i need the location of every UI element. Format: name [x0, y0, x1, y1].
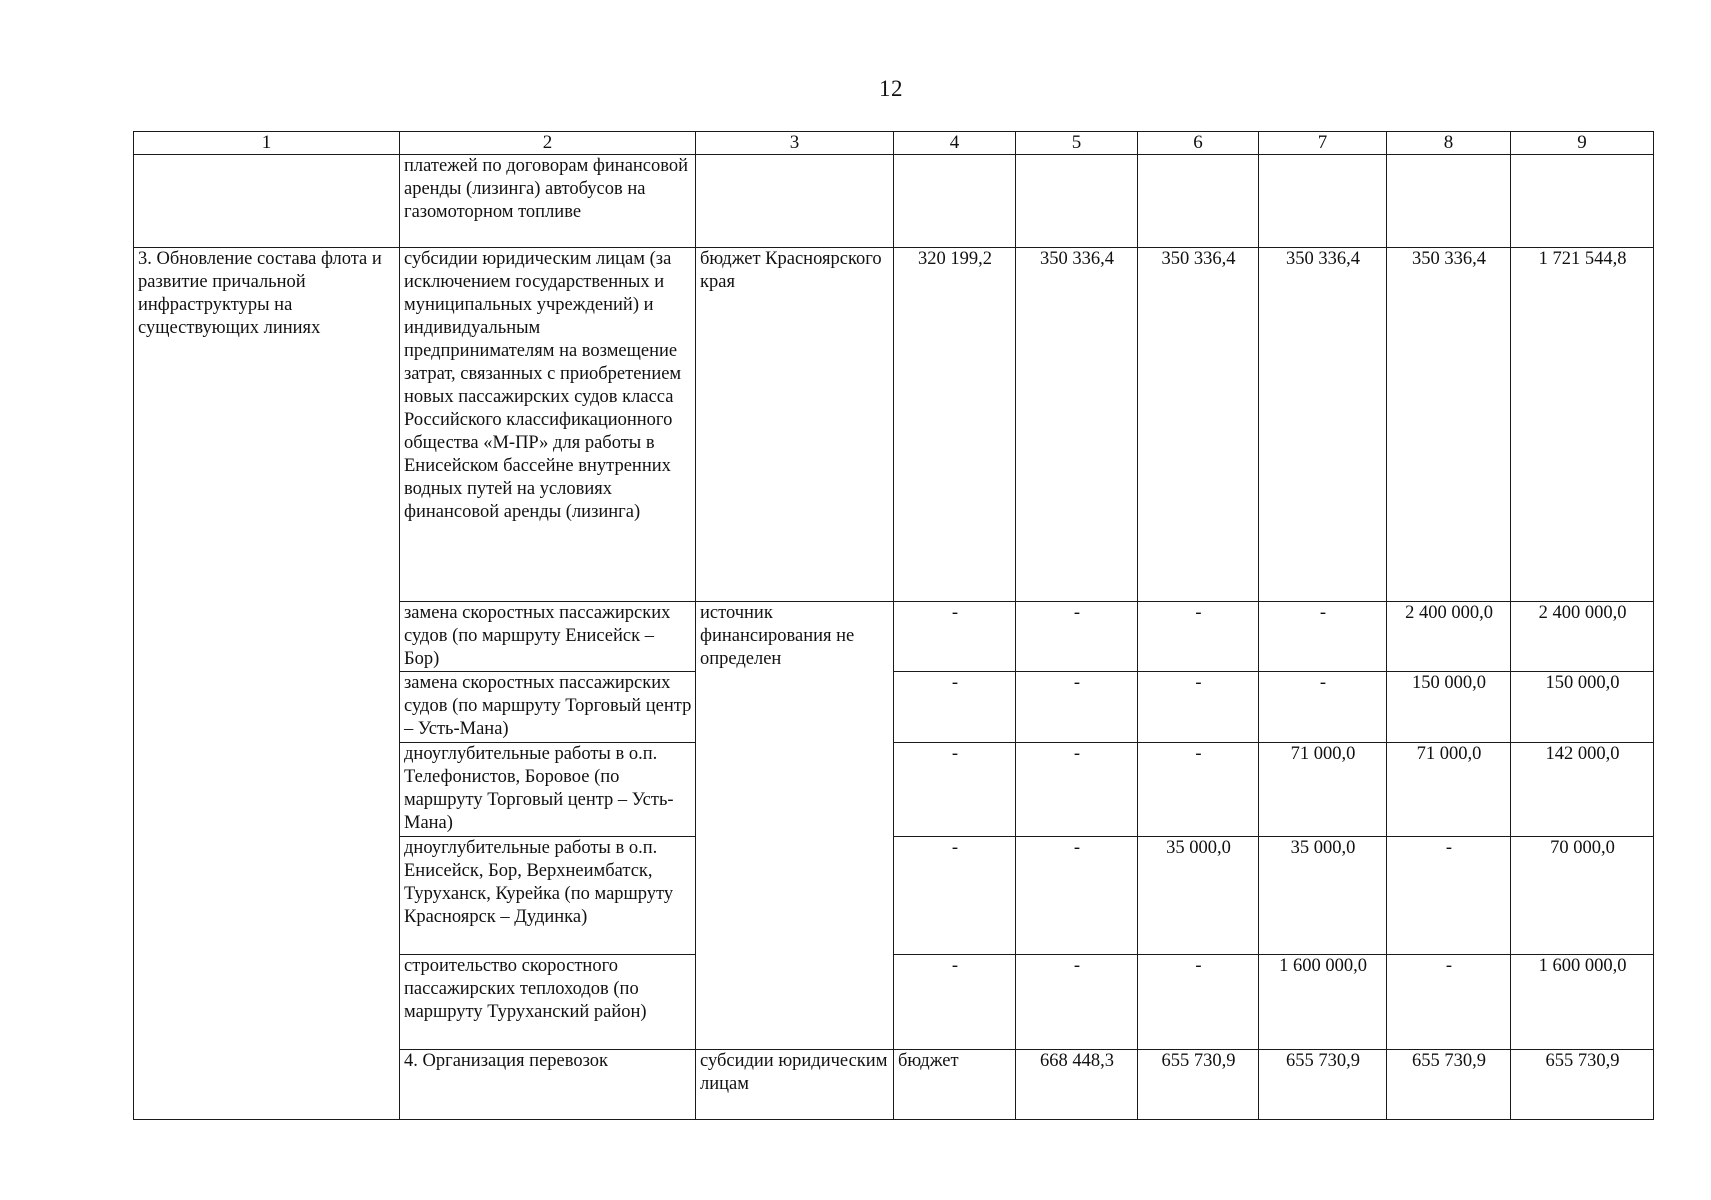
value-cell: 655 730,9	[1387, 1050, 1511, 1120]
header-cell: 3	[696, 132, 894, 155]
measure-cell: дноуглубительные работы в о.п. Енисейск, Бор, Верхнеимбатск, Туруханск, Курейка (по маршруту Красноярск – Дудинка)	[400, 837, 696, 955]
value-cell: -	[894, 955, 1016, 1050]
header-cell: 2	[400, 132, 696, 155]
header-cell: 5	[1016, 132, 1138, 155]
value-cell: -	[894, 602, 1016, 672]
value-cell: -	[1016, 602, 1138, 672]
value-cell: -	[894, 743, 1016, 837]
value-cell: 350 336,4	[1016, 248, 1138, 602]
value-cell: -	[1259, 602, 1387, 672]
measure-cell: субсидии юридическим лицам (за исключением государственных и муниципальных учреждений) и индивидуальным предпринимателям на возмещение затрат, связанных с приобретением новых пассажирских судов класса Российского классификационного общества «М-ПР» для работы в Енисейском бассейне внутренних водных путей на условиях финансовой аренды (лизинга)	[400, 248, 696, 602]
value-cell: 350 336,4	[1259, 248, 1387, 602]
value-cell: 655 730,9	[1259, 1050, 1387, 1120]
measure-cell: дноуглубительные работы в о.п. Телефонистов, Боровое (по маршруту Торговый центр – Усть-Мана)	[400, 743, 696, 837]
measure-cell: замена скоростных пассажирских судов (по маршруту Торговый центр – Усть-Мана)	[400, 672, 696, 743]
header-cell: 8	[1387, 132, 1511, 155]
table-row	[134, 248, 1654, 602]
header-cell: 6	[1138, 132, 1259, 155]
header-cell: 1	[134, 132, 400, 155]
measure-cell: субсидии юридическим лицам	[696, 1050, 894, 1120]
value-cell	[1138, 155, 1259, 248]
value-cell: 655 730,9	[1138, 1050, 1259, 1120]
header-cell: 9	[1511, 132, 1654, 155]
value-cell: 150 000,0	[1387, 672, 1511, 743]
value-cell	[1259, 155, 1387, 248]
value-cell: 668 448,3	[1016, 1050, 1138, 1120]
value-cell: -	[1138, 955, 1259, 1050]
measure-cell: платежей по договорам финансовой аренды (лизинга) автобусов на газомоторном топливе	[400, 155, 696, 248]
source-cell	[696, 155, 894, 248]
total-cell: 2 400 000,0	[1511, 602, 1654, 672]
value-cell: -	[1259, 672, 1387, 743]
value-cell: 1 600 000,0	[1259, 955, 1387, 1050]
value-cell: -	[1016, 672, 1138, 743]
value-cell: -	[894, 837, 1016, 955]
value-cell: 71 000,0	[1387, 743, 1511, 837]
page-number: 12	[879, 76, 903, 101]
value-cell: 35 000,0	[1138, 837, 1259, 955]
activity-cell: 3. Обновление состава флота и развитие причальной инфраструктуры на существующих линиях	[134, 248, 400, 1120]
total-cell: 1 721 544,8	[1511, 248, 1654, 602]
funding-table	[133, 131, 1654, 1120]
total-cell: 142 000,0	[1511, 743, 1654, 837]
value-cell: 350 336,4	[1387, 248, 1511, 602]
value-cell: 71 000,0	[1259, 743, 1387, 837]
value-cell: -	[1138, 672, 1259, 743]
source-cell: источник финансирования не определен	[696, 602, 894, 1050]
header-cell: 4	[894, 132, 1016, 155]
value-cell: -	[1138, 743, 1259, 837]
value-cell: 35 000,0	[1259, 837, 1387, 955]
source-cell: бюджет	[894, 1050, 1016, 1120]
value-cell	[894, 155, 1016, 248]
total-cell: 70 000,0	[1511, 837, 1654, 955]
value-cell: -	[1016, 837, 1138, 955]
value-cell: -	[894, 672, 1016, 743]
value-cell: -	[1138, 602, 1259, 672]
total-cell	[1511, 155, 1654, 248]
header-row	[134, 132, 1654, 155]
value-cell: 320 199,2	[894, 248, 1016, 602]
activity-cell	[134, 155, 400, 248]
value-cell: -	[1016, 955, 1138, 1050]
total-cell: 150 000,0	[1511, 672, 1654, 743]
source-cell: бюджет Красноярского края	[696, 248, 894, 602]
value-cell: 350 336,4	[1138, 248, 1259, 602]
activity-cell: 4. Организация перевозок	[400, 1050, 696, 1120]
measure-cell: строительство скоростного пассажирских теплоходов (по маршруту Туруханский район)	[400, 955, 696, 1050]
value-cell	[1387, 155, 1511, 248]
value-cell: -	[1016, 743, 1138, 837]
measure-cell: замена скоростных пассажирских судов (по маршруту Енисейск – Бор)	[400, 602, 696, 672]
value-cell: 2 400 000,0	[1387, 602, 1511, 672]
value-cell	[1016, 155, 1138, 248]
table-row	[134, 155, 1654, 248]
value-cell: 655 730,9	[1511, 1050, 1654, 1120]
total-cell: 1 600 000,0	[1511, 955, 1654, 1050]
value-cell: -	[1387, 955, 1511, 1050]
value-cell: -	[1387, 837, 1511, 955]
header-cell: 7	[1259, 132, 1387, 155]
